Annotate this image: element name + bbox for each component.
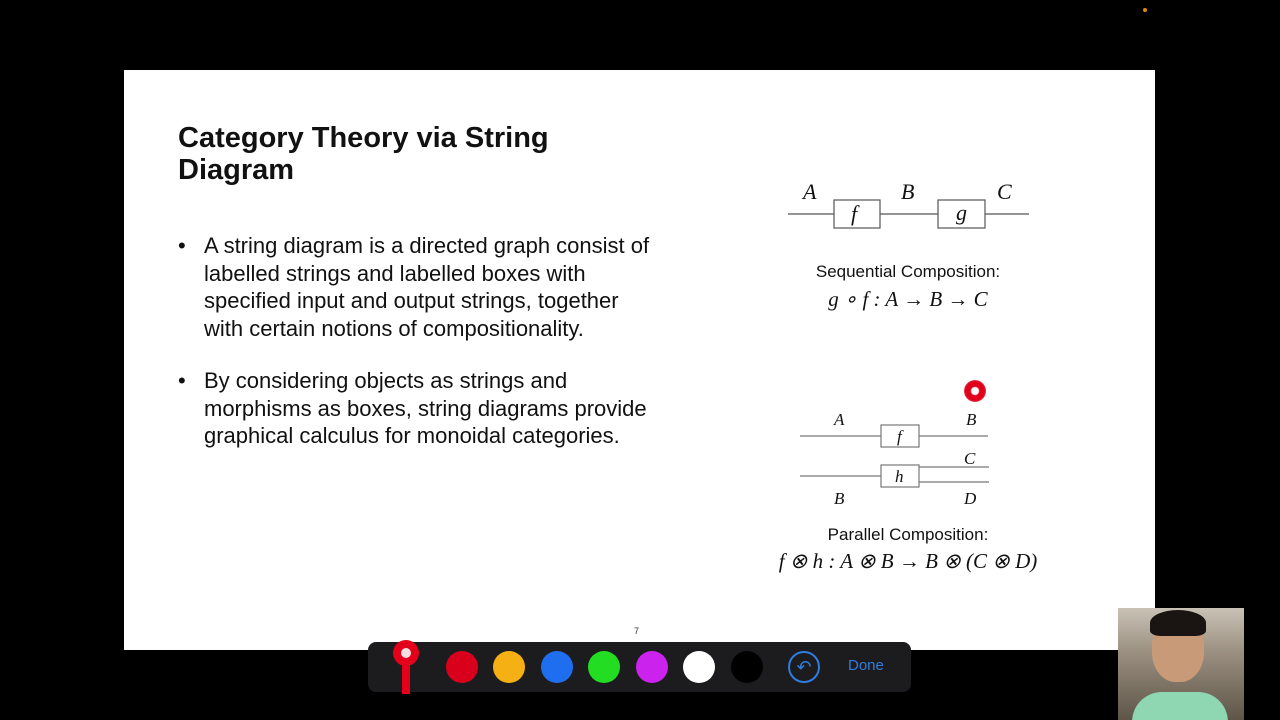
color-purple-button[interactable] [636,651,668,683]
page-number: 7 [634,626,640,636]
bullet-item: • A string diagram is a directed graph consist of labelled strings and labelled boxes with specified input and output strings, together with certain notions of compositionality. [178,232,658,342]
label-c: C [964,449,976,468]
label-a: A [834,410,845,429]
label-b-in: B [834,489,845,508]
color-yellow-button[interactable] [493,651,525,683]
label-b: B [901,179,915,204]
label-b-out: B [966,410,977,429]
color-red-button[interactable] [446,651,478,683]
label-c: C [997,179,1012,204]
label-d: D [964,489,977,508]
markup-toolbar [368,642,911,692]
color-blue-button[interactable] [541,651,573,683]
label-f: f [851,201,858,226]
label-f: f [897,427,902,446]
slide [124,70,1155,650]
color-white-button[interactable] [683,651,715,683]
laser-pointer [964,380,986,402]
parallel-caption: Parallel Composition: [827,525,989,544]
webcam-video [1118,608,1244,720]
label-g: g [956,200,967,225]
laser-pen-tool-icon[interactable] [391,638,421,694]
sequential-diagram [788,200,1029,228]
status-indicator-dot [1143,8,1147,12]
color-black-button[interactable] [731,651,763,683]
color-green-button[interactable] [588,651,620,683]
undo-icon[interactable]: ↶ [788,651,820,683]
label-h: h [895,467,904,486]
parallel-formula: f ⊗ h : A ⊗ B → B ⊗ (C ⊗ D) [778,549,1038,573]
label-a: A [803,179,817,204]
bullet-item: • By considering objects as strings and morphisms as boxes, string diagrams provide graphical calculus for monoidal categories. [178,367,658,450]
slide-title: Category Theory via String Diagram [178,122,549,186]
done-button[interactable]: Done [848,657,884,674]
sequential-caption: Sequential Composition: [815,262,1001,281]
sequential-formula: g ∘ f : A → B → C [828,287,988,311]
